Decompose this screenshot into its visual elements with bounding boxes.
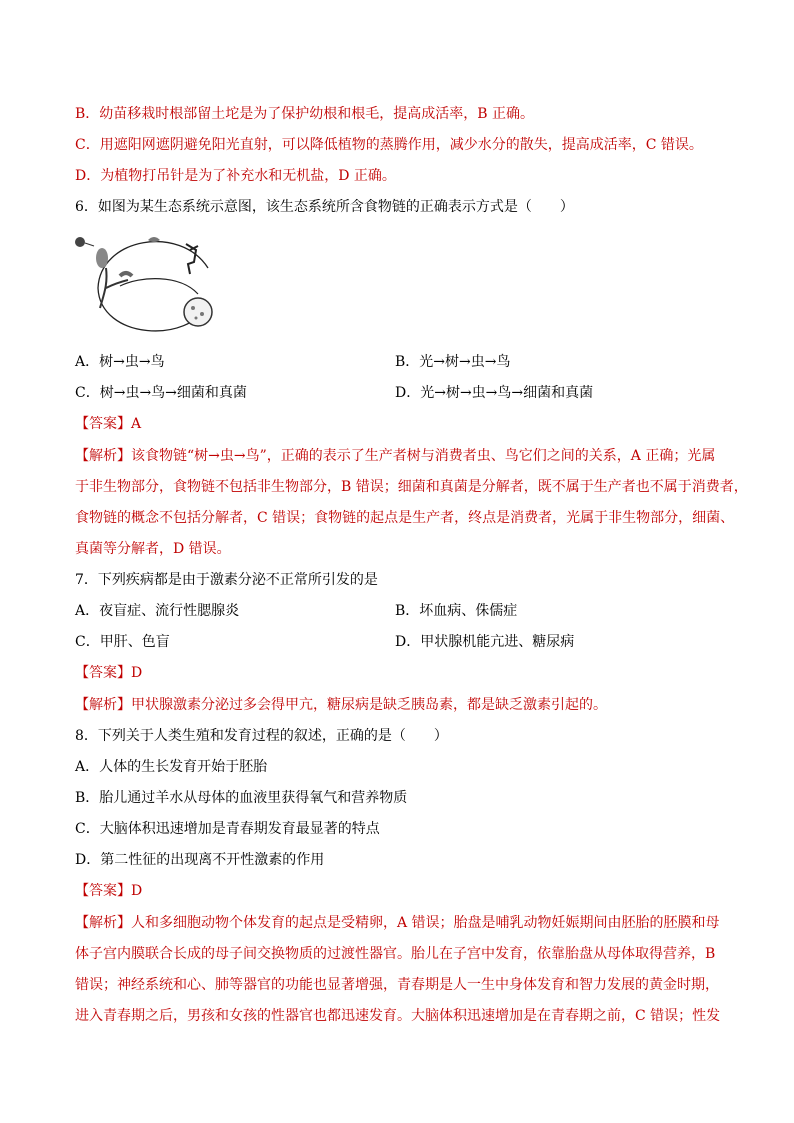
q8-option-d: D．第二性征的出现离不开性激素的作用 [75,852,325,868]
q6-stem: 6．如图为某生态系统示意图，该生态系统所含食物链的正确表示方式是（ ） [75,199,574,215]
analysis-tag: 【解析】 [75,448,131,464]
analysis-text: 甲状腺激素分泌过多会得甲亢，糖尿病是缺乏胰岛素，都是缺乏激素引起的。 [131,697,607,713]
q7-analysis [75,696,607,714]
q7-stem: 7．下列疾病都是由于激素分泌不正常所引发的是 [75,572,378,588]
q6-analysis-line-2: 于非生物部分，食物链不包括非生物部分，B 错误；细菌和真菌是分解者，既不属于生产者也不属于消费者， [75,479,748,495]
q6-analysis-line-1 [75,447,715,465]
q5-explanation-b: B．幼苗移栽时根部留土坨是为了保护幼根和根毛，提高成活率，B 正确。 [75,106,535,122]
q8-analysis-line-3: 错误；神经系统和心、肺等器官的功能也显著增强，青春期是人一生中身体发育和智力发展的黄金时期， [75,977,719,993]
ecosystem-diagram [70,228,220,340]
analysis-text: 人和多细胞动物个体发育的起点是受精卵，A 错误；胎盘是哺乳动物妊娠期间由胚胎的胚膜和母 [131,915,720,931]
bacteria-fungi-icon [184,298,212,326]
q8-option-c: C．大脑体积迅速增加是青春期发育最显著的特点 [75,821,380,837]
q7-option-c: C．甲肝、色盲 [75,634,170,650]
q7-option-b: B．坏血病、侏儒症 [395,603,518,619]
q6-option-b: B．光→树→虫→鸟 [395,354,511,370]
q8-analysis-line-4: 进入青春期之后，男孩和女孩的性器官也都迅速发育。大脑体积迅速增加是在青春期之前，C 错误；性发 [75,1008,721,1024]
q6-option-c: C．树→虫→鸟→细菌和真菌 [75,385,247,401]
q8-analysis-line-2: 体子宫内膜联合长成的母子间交换物质的过渡性器官。胎儿在子宫中发育，依靠胎盘从母体取得营养，B [75,946,716,962]
sun-icon [75,237,85,247]
q6-option-a: A．树→虫→鸟 [75,354,165,370]
q6-answer: 【答案】A [75,416,142,432]
q8-option-b: B．胎儿通过羊水从母体的血液里获得氧气和营养物质 [75,790,408,806]
q8-answer: 【答案】D [75,883,143,899]
q5-explanation-c: C．用遮阳网遮阴避免阳光直射，可以降低植物的蒸腾作用，减少水分的散失，提高成活率，C 错误。 [75,137,703,153]
caterpillar-icon [120,273,132,276]
analysis-tag: 【解析】 [75,697,131,713]
q6-analysis-line-4: 真菌等分解者，D 错误。 [75,541,231,557]
leaf-icon [96,248,108,268]
q8-stem: 8．下列关于人类生殖和发育过程的叙述，正确的是（ ） [75,728,448,744]
q6-analysis-line-3: 食物链的概念不包括分解者，C 错误；食物链的起点是生产者，终点是消费者，光属于非生物部分，细菌、 [75,510,735,526]
q6-option-d: D．光→树→虫→鸟→细菌和真菌 [395,385,594,401]
q7-option-d: D．甲状腺机能亢进、糖尿病 [395,634,575,650]
q7-option-a: A．夜盲症、流行性腮腺炎 [75,603,240,619]
bird-icon [186,244,198,274]
analysis-tag: 【解析】 [75,915,131,931]
q7-answer: 【答案】D [75,665,143,681]
analysis-text: 该食物链“树→虫→鸟”，正确的表示了生产者树与消费者虫、鸟它们之间的关系，A 正确；光属 [131,448,716,464]
q8-option-a: A．人体的生长发育开始于胚胎 [75,759,268,775]
q8-analysis-line-1 [75,914,720,932]
q5-explanation-d: D．为植物打吊针是为了补充水和无机盐，D 正确。 [75,168,396,184]
